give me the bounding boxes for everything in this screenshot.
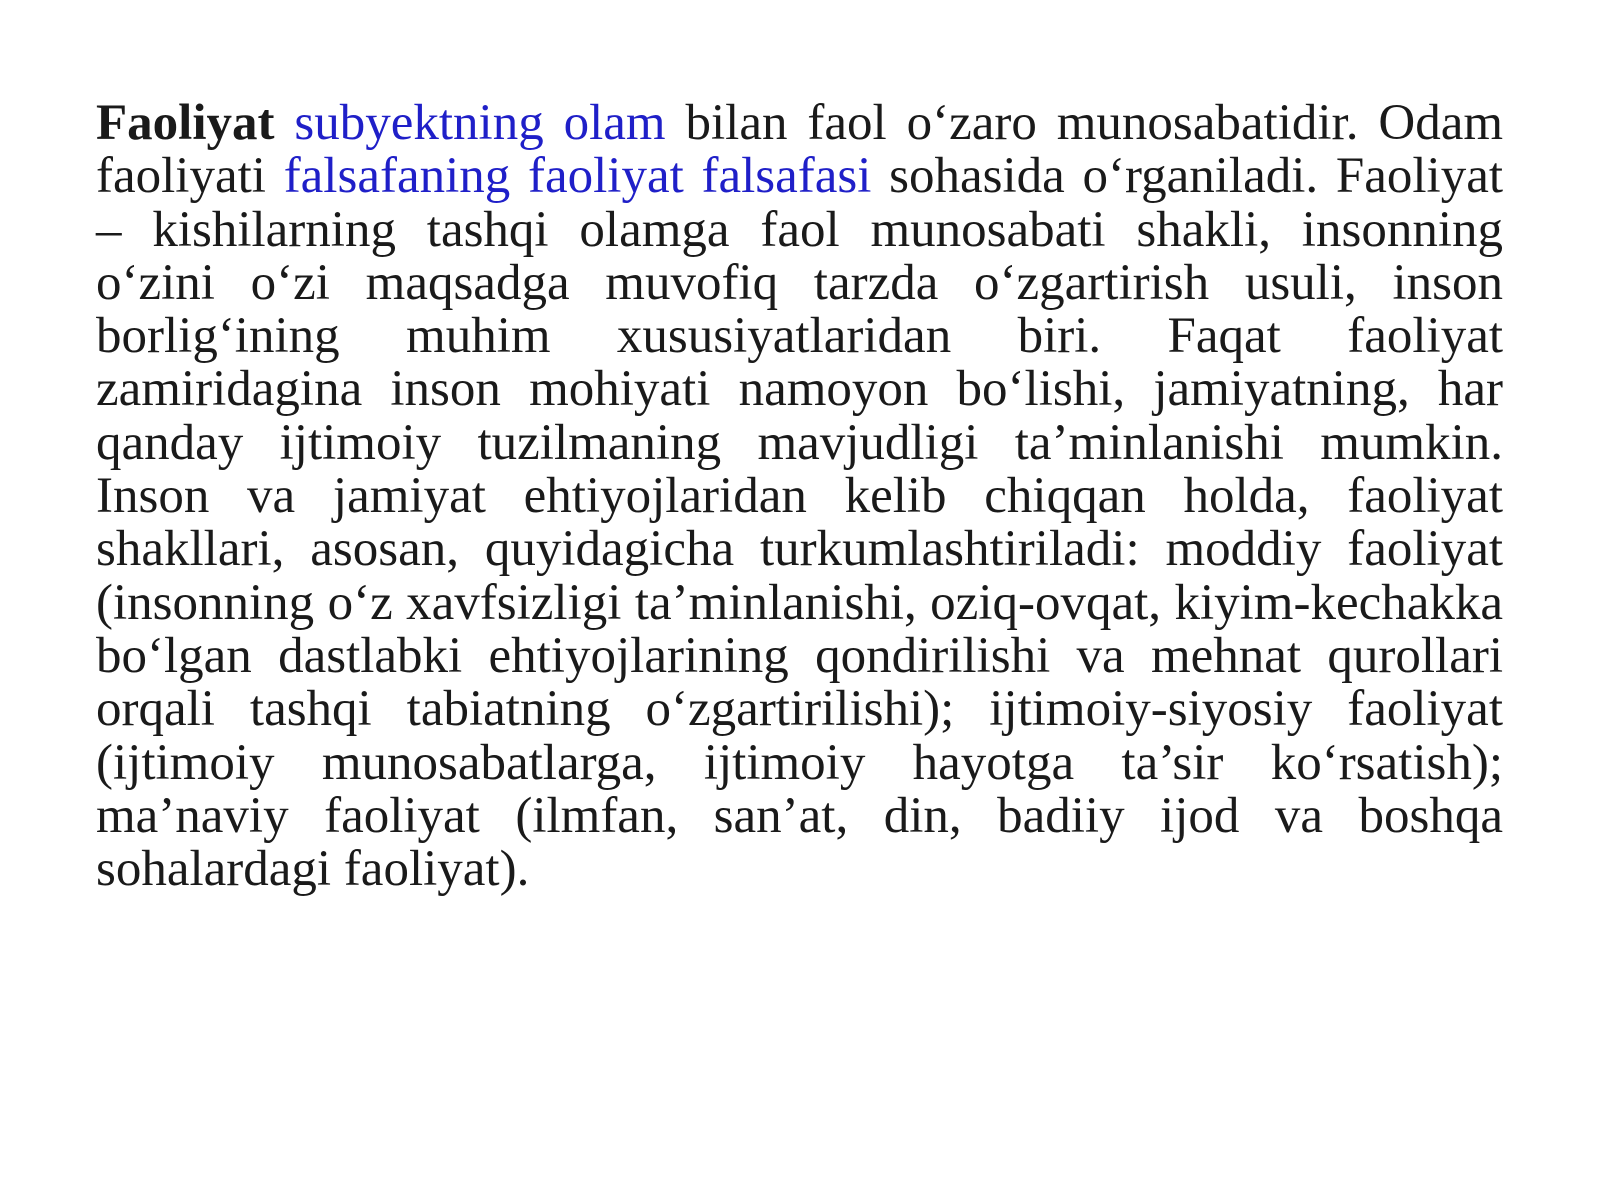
body-paragraph [96, 97, 1503, 896]
link-faoliyat-falsafasi[interactable]: falsafaning faoliyat falsafasi [283, 148, 872, 205]
term-faoliyat: Faoliyat [96, 95, 275, 151]
link-subyektning-olam[interactable]: subyektning olam [294, 95, 666, 151]
paragraph-text-part-2: sohasida o‘rganiladi. Faoliyat – kishilarning tashqi olamga faol munosabati shakli, insonning o‘zini o‘zi maqsadga muvofiq tarzda o‘zgartirish usuli, inson borlig‘ining muhim xususiyatlaridan biri. Faqat faoliyat zamiridagina inson mohiyati namoyon bo‘lishi, jamiyatning, har qanday ijtimoiy tuzilmaning mavjudligi ta’minlanishi mumkin. Inson va jamiyat ehtiyojlaridan kelib chiqqan holda, faoliyat shakllari, asosan, quyidagicha turkumlashtiriladi: moddiy faoliyat (insonning o‘z xavfsizligi ta’minlanishi, oziq-ovqat, kiyim-kechakka bo‘lgan dastlabki ehtiyojlarining qondirilishi va mehnat qurollari orqali tashqi tabiatning o‘zgartirilishi); ijtimoiy-siyosiy faoliyat (ijtimoiy munosabatlarga, ijtimoiy hayotga ta’sir ko‘rsatish); ma’naviy faoliyat (ilmfan, san’at, din, badiiy ijod va boshqa sohalardagi faoliyat). [96, 148, 1504, 898]
paragraph-text-part-1: bilan faol o‘zaro munosabatidir. Odam faoliyati [96, 95, 1503, 205]
